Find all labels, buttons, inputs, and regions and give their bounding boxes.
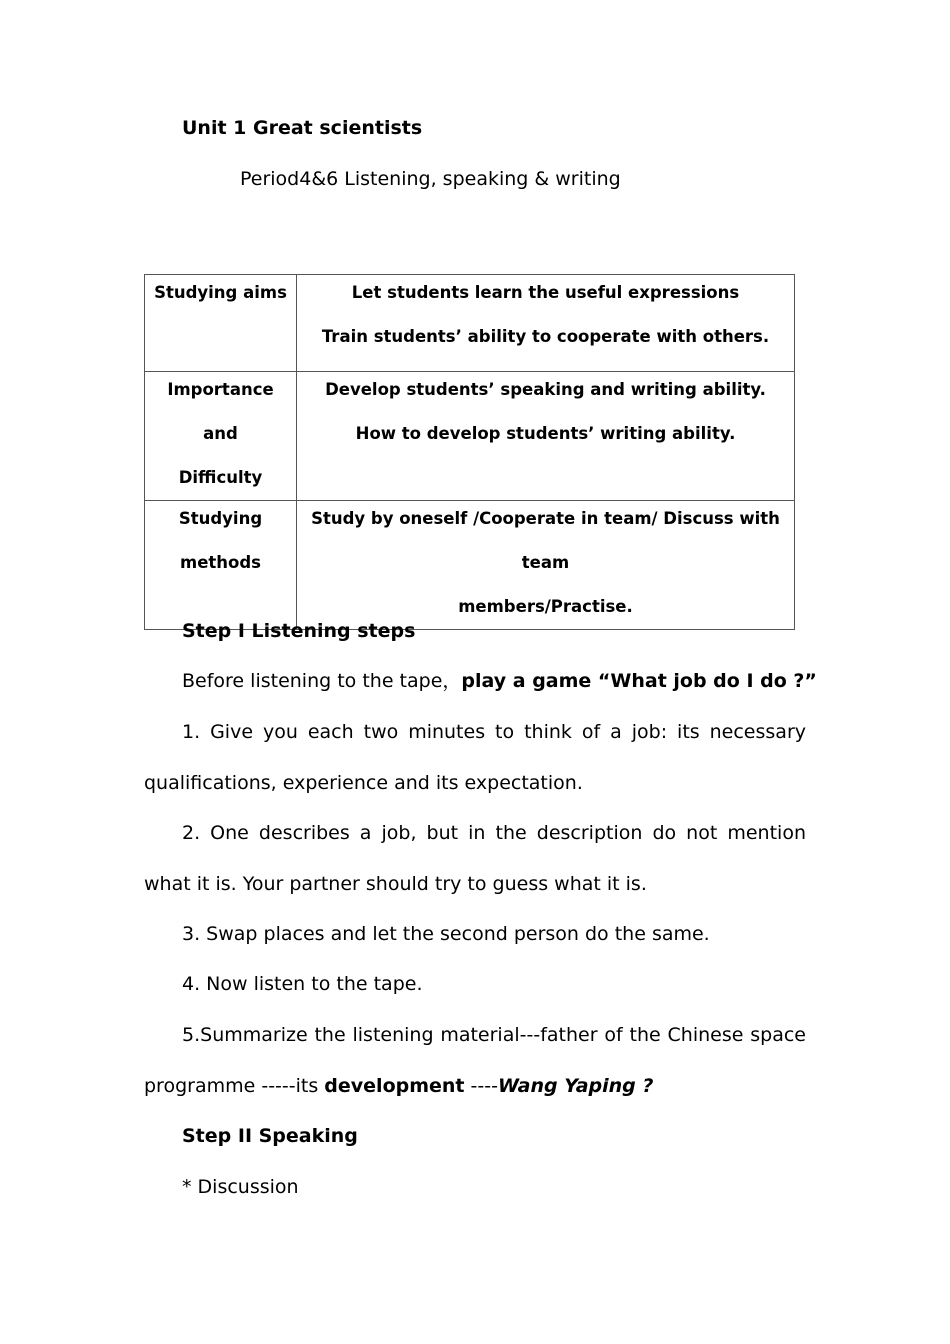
content-line: Develop students’ speaking and writing ability. [325, 380, 766, 399]
row-label [145, 501, 297, 630]
step1-intro [182, 669, 817, 693]
content-line: members/Practise. [458, 597, 633, 616]
item5-text-a: 5.Summarize the listening material---father of the Chinese space programme -----its [144, 1024, 806, 1097]
step2-heading: Step II Speaking [182, 1125, 358, 1147]
period-subtitle: Period4&6 Listening, speaking & writing [240, 168, 621, 190]
row-content [297, 501, 795, 630]
row-content [297, 372, 795, 501]
row-content [297, 275, 795, 372]
step1-item-3: 3. Swap places and let the second person do the same. [182, 923, 710, 945]
label-line: Studying aims [154, 283, 287, 302]
step1-item-1: 1. Give you each two minutes to think of a job: its necessary qualifications, experience and its expectation. [144, 721, 806, 794]
table-row [145, 275, 795, 372]
row-label [145, 372, 297, 501]
row-label [145, 275, 297, 372]
table-row [145, 372, 795, 501]
step1-heading: Step I Listening steps [182, 620, 416, 642]
label-line: Difficulty [178, 468, 263, 487]
step2-item-1: * Discussion [182, 1176, 299, 1198]
step1-item-4: 4. Now listen to the tape. [182, 973, 423, 995]
step1-item-2: 2. One describes a job, but in the description do not mention what it is. Your partner should try to guess what it is. [144, 822, 806, 895]
content-line: Study by oneself /Cooperate in team/ Discuss with team [311, 509, 780, 572]
item5-text-b: ---- [464, 1074, 498, 1097]
intro-game-text: play a game “What job do I do ?” [461, 670, 817, 692]
item5-italic-text: Wang Yaping ? [497, 1074, 654, 1097]
label-line: Importance and [167, 380, 274, 443]
step1-item-5 [144, 1010, 806, 1111]
table-row [145, 501, 795, 630]
studying-aims-table [144, 274, 795, 630]
item5-bold-text: development [324, 1074, 465, 1097]
intro-text: Before listening to the tape， [182, 670, 462, 692]
label-line: Studying [178, 509, 263, 528]
content-line: Let students learn the useful expressions [351, 283, 740, 302]
label-line: methods [180, 553, 261, 572]
content-line: How to develop students’ writing ability. [355, 424, 736, 443]
content-line: Train students’ ability to cooperate with others. [321, 327, 770, 346]
document-title: Unit 1 Great scientists [182, 117, 423, 139]
